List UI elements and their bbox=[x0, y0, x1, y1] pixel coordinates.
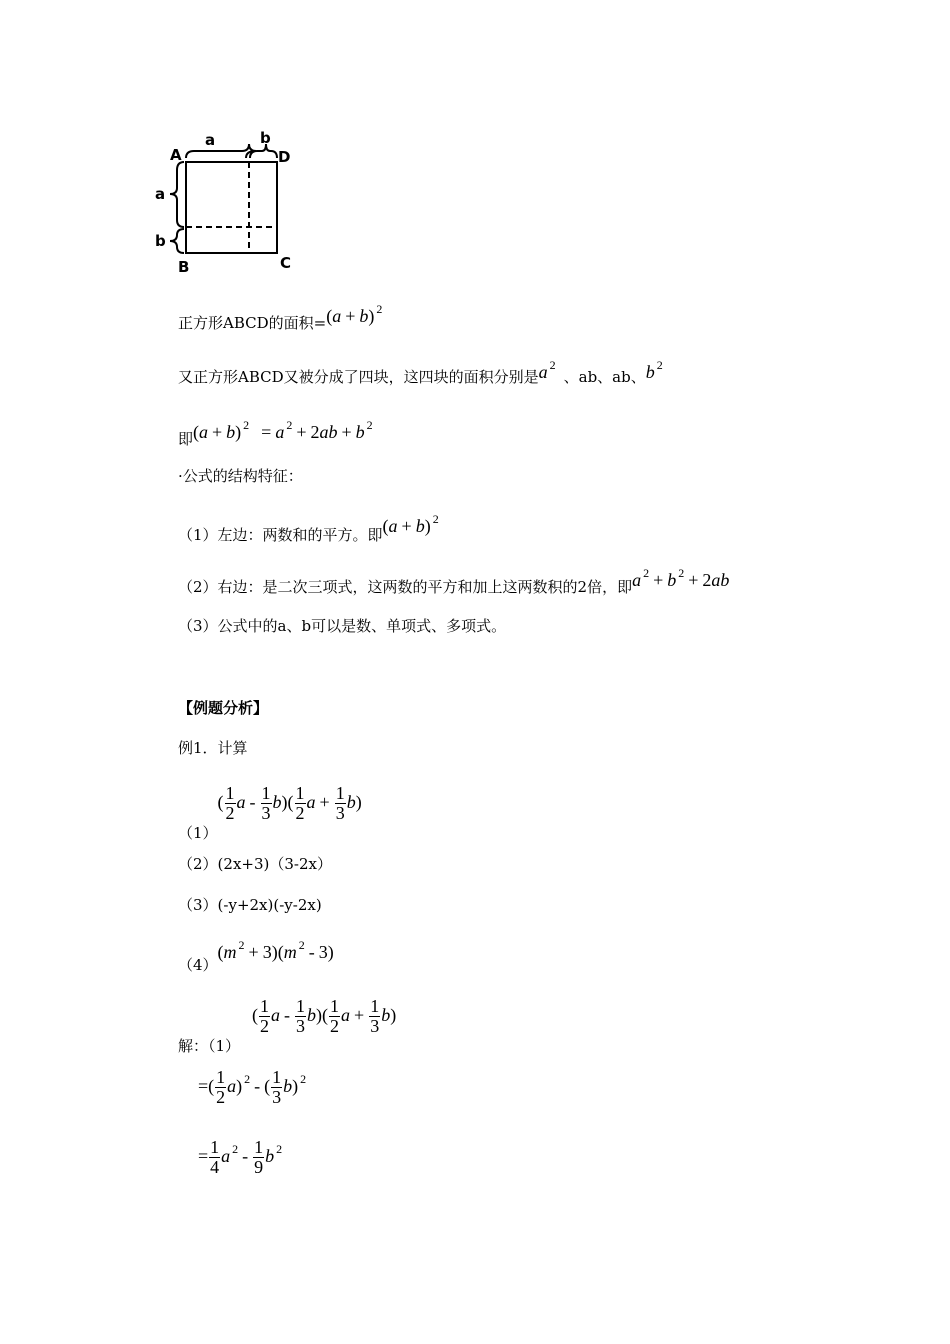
problem-1-formula: ( $\frac{1}{2}$ a - $\frac{1}{3}$ b)( $\frac{1}{2}$ a + $\frac{1}{3}$ b) bbox=[217, 783, 362, 823]
left-brace-b bbox=[170, 229, 184, 253]
solution-formula-3: = $\frac{1}{4}$ a $^2$ - $\frac{1}{9}$ b $^2$ bbox=[198, 1137, 283, 1177]
example-1-title: 例1．计算 bbox=[178, 739, 248, 757]
problem-1 bbox=[178, 783, 362, 842]
feature-2 bbox=[178, 566, 730, 596]
feature-title: ·公式的结构特征： bbox=[178, 467, 303, 485]
area-line bbox=[178, 302, 383, 333]
label-C: C bbox=[280, 254, 292, 272]
feature-3: （3）公式中的a、b可以是数、单项式、多项式。 bbox=[178, 617, 507, 635]
label-a-top: a bbox=[205, 131, 216, 149]
formula-a-plus-b-squared: (a + b) $^2$ bbox=[326, 302, 383, 326]
feature-1-formula: (a + b) $^2$ bbox=[382, 512, 439, 536]
square-outline bbox=[186, 162, 277, 253]
area-text: 正方形ABCD的面积= bbox=[178, 314, 327, 332]
problem-4 bbox=[178, 938, 334, 974]
split-text: 又正方形ABCD又被分成了四块，这四块的面积分别是 bbox=[178, 368, 539, 386]
label-B: B bbox=[178, 258, 190, 276]
formula-a-squared: a $^2$ bbox=[538, 358, 556, 382]
label-a-left: a bbox=[155, 185, 166, 203]
label-b-left: b bbox=[155, 232, 166, 250]
square-abcd-diagram bbox=[150, 120, 320, 280]
label-D: D bbox=[278, 148, 291, 166]
identity-line bbox=[178, 418, 373, 448]
problem-4-formula: (m $^2$ + 3)(m $^2$ - 3) bbox=[217, 938, 334, 962]
solution-formula-1: ( $\frac{1}{2}$ a - $\frac{1}{3}$ b)( $\frac{1}{2}$ a + $\frac{1}{3}$ b) bbox=[252, 996, 397, 1036]
solution-formula-2: =( $\frac{1}{2}$ a) $^2$ - ( $\frac{1}{3}$ b) $^2$ bbox=[198, 1067, 307, 1107]
feature-1-text: （1）左边：两数和的平方。即 bbox=[178, 526, 383, 544]
solution-line-1 bbox=[178, 996, 397, 1055]
label-A: A bbox=[170, 146, 182, 164]
label-b-top: b bbox=[260, 129, 271, 147]
problem-1-label: （1） bbox=[178, 823, 218, 842]
feature-1 bbox=[178, 512, 439, 544]
split-line bbox=[178, 358, 663, 387]
formula-b-squared: b $^2$ bbox=[645, 358, 663, 382]
solution-line-2 bbox=[198, 1068, 306, 1107]
top-brace-a bbox=[186, 144, 256, 158]
split-sep: 、ab、ab、 bbox=[563, 368, 646, 386]
ji-text: 即 bbox=[178, 430, 194, 448]
problem-4-label: （4） bbox=[178, 956, 218, 974]
identity-formula: (a + b) $^2$ = a $^2$ + 2ab + b $^2$ bbox=[193, 418, 373, 442]
section-title: 【例题分析】 bbox=[178, 699, 269, 717]
solution-label: 解：（1） bbox=[178, 1036, 241, 1055]
feature-2-text: （2）右边：是二次三项式，这两数的平方和加上这两数积的2倍，即 bbox=[178, 578, 633, 596]
solution-line-3 bbox=[198, 1138, 282, 1177]
feature-2-formula: a $^2$ + b $^2$ + 2ab bbox=[632, 566, 730, 590]
problem-2: （2）(2x+3)（3-2x） bbox=[178, 855, 332, 873]
problem-3: （3）(-y+2x)(-y-2x) bbox=[178, 896, 322, 914]
left-brace-a bbox=[170, 162, 184, 227]
